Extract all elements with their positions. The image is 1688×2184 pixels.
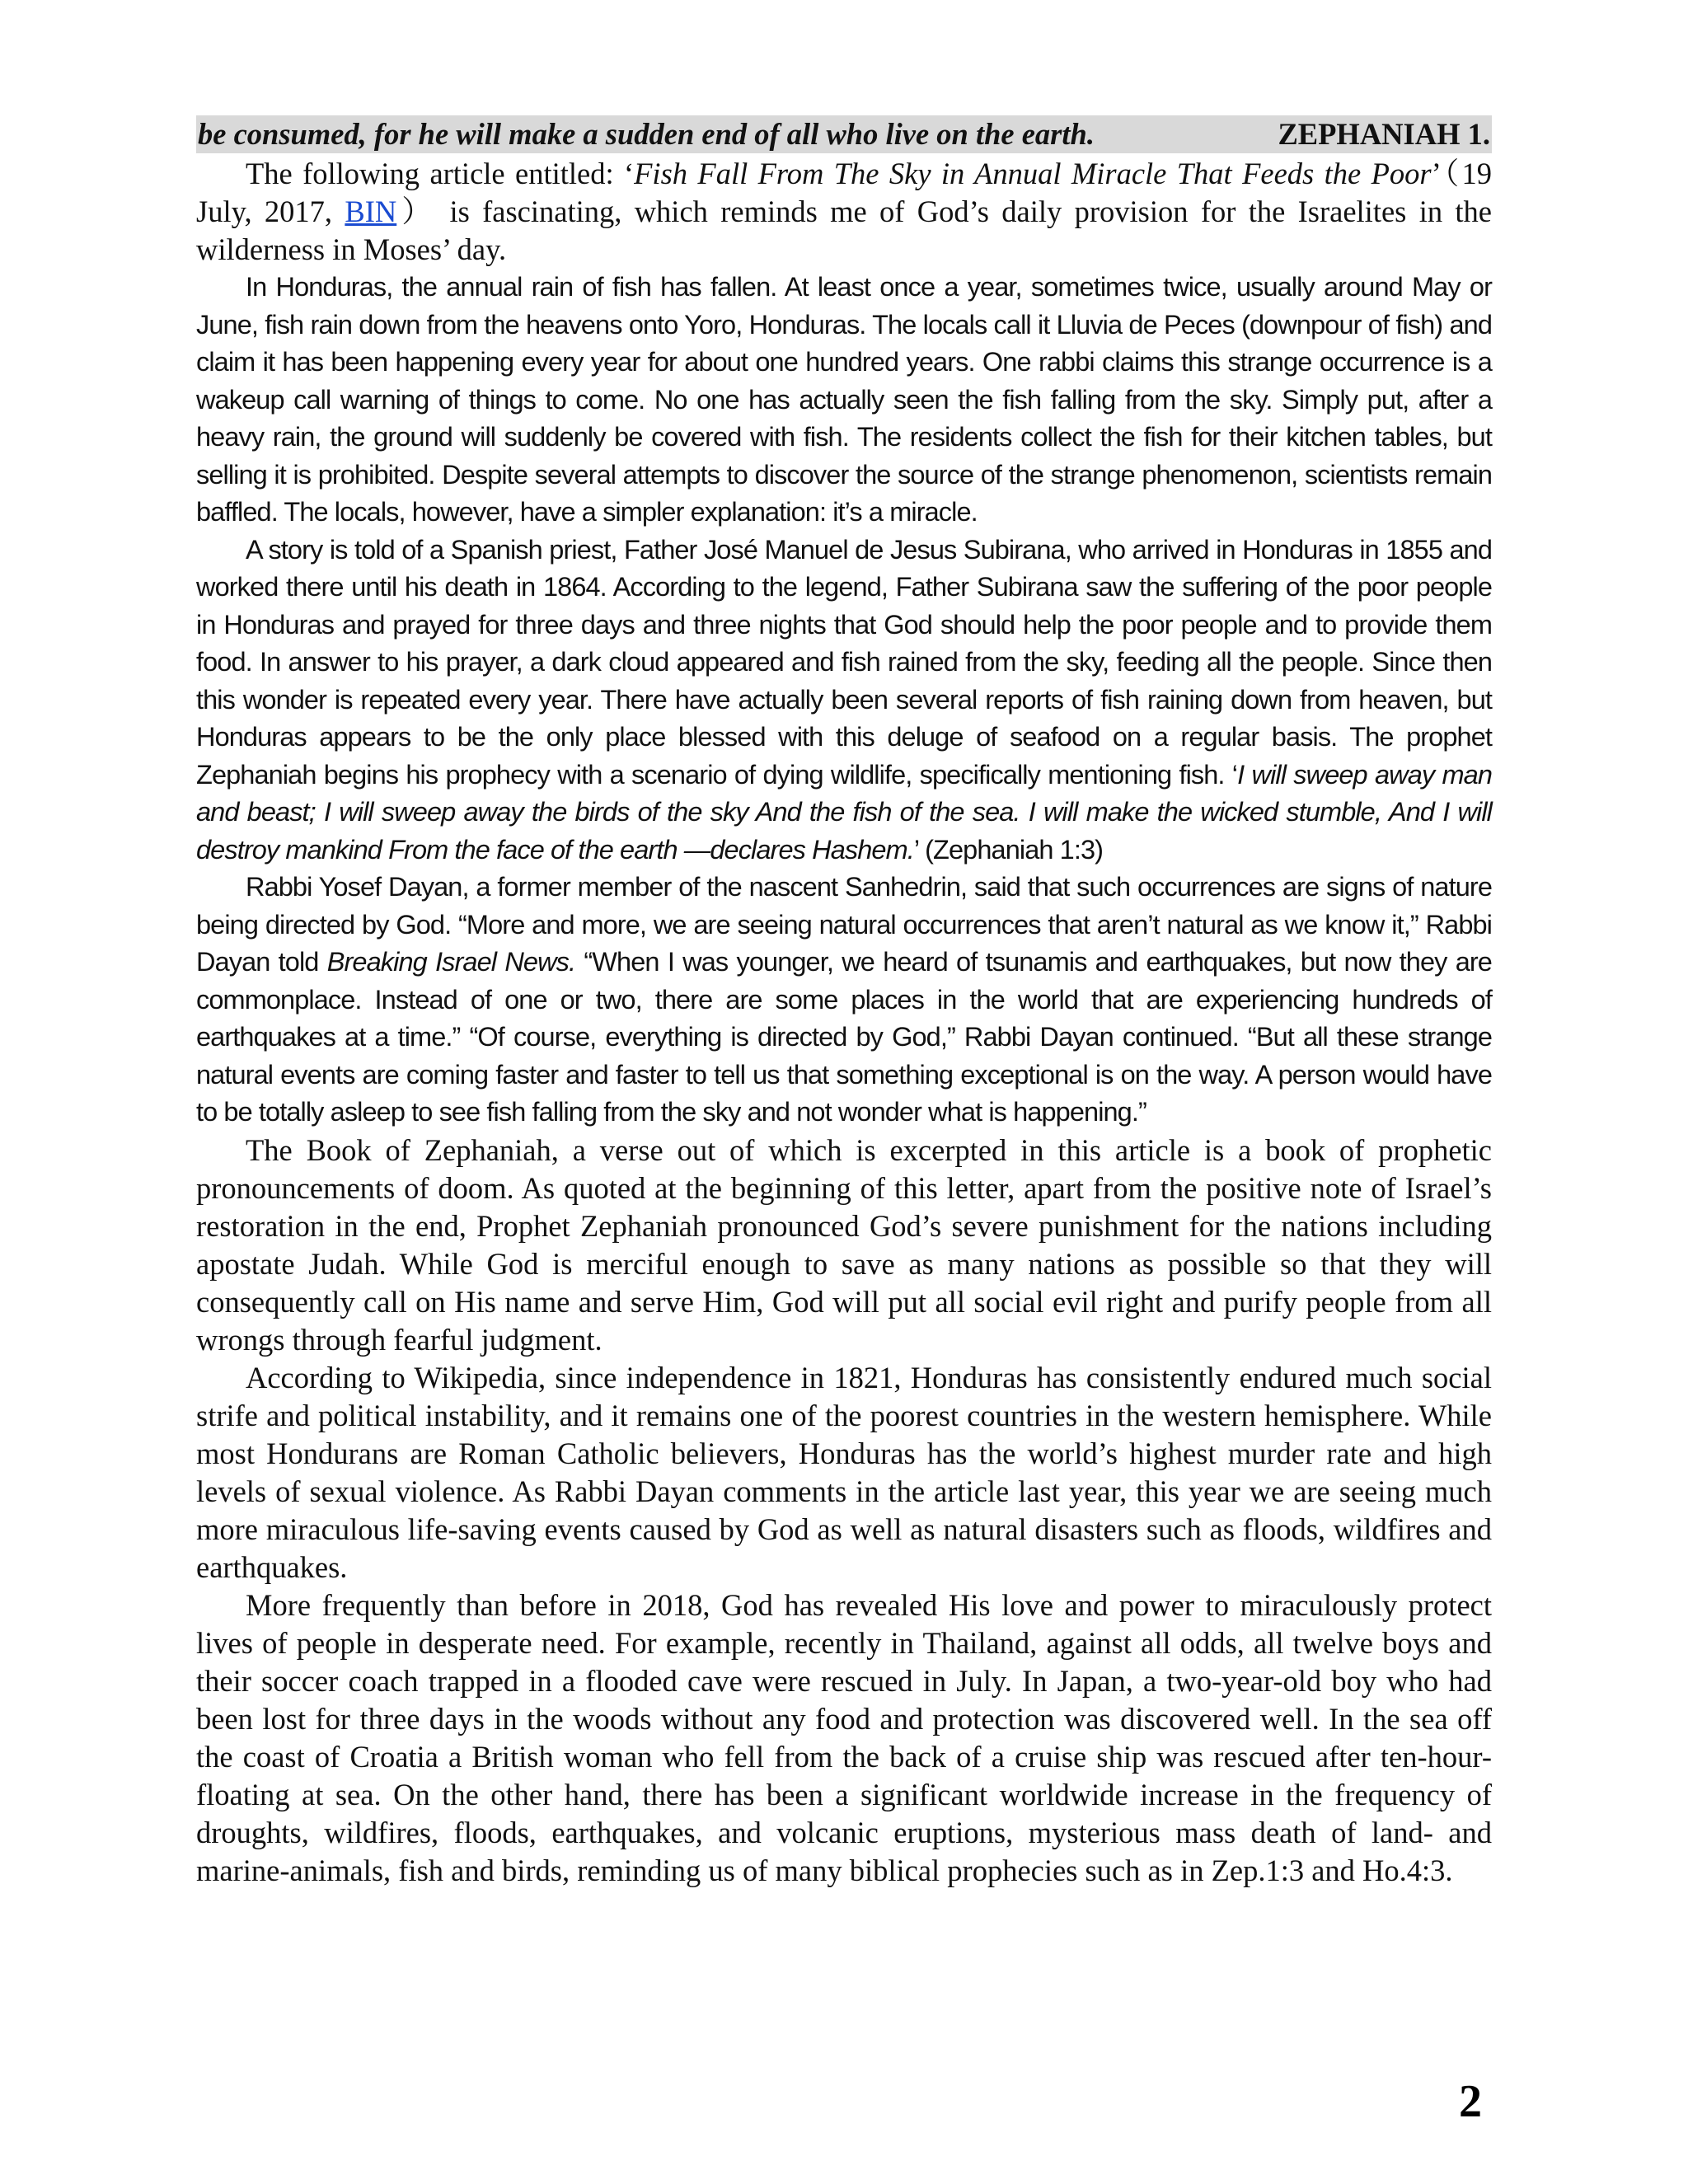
intro-lead: The following article entitled: ‘ (246, 157, 635, 190)
quote-p2-text: A story is told of a Spanish priest, Father José Manuel de Jesus Subirana, who arrived in Honduras in 1855 and worked there until his death in 1864. According to the legend, Father Subirana saw the suffering of the poor people in Honduras and prayed for three days and three nights that God should help the poor people and to provide them food. In answer to his prayer, a dark cloud appeared and fish rained from the sky, feeding all the people. Since then this wonder is repeated every year. There have actually been several reports of fish raining down from heaven, but Honduras appears to be the only place blessed with this deluge of seafood on a regular basis. The prophet Zephaniah begins his prophecy with a scenario of dying wildlife, specifically mentioning fish. ‘ (196, 534, 1492, 790)
source-name: Breaking Israel News. (326, 947, 576, 977)
verse-reference: ZEPHANIAH 1. (1278, 117, 1490, 151)
body-paragraph-2: According to Wikipedia, since independence in 1821, Honduras has consistently endured much social strife and political instability, and it remains one of the poorest countries in the western hemisphere. While most Hondurans are Roman Catholic believers, Honduras has the world’s highest murder rate and high levels of sexual violence. As Rabbi Dayan comments in the article last year, this year we are seeing much more miraculous life-saving events caused by God as well as natural disasters such as floods, wildfires and earthquakes. (196, 1360, 1492, 1584)
bin-link[interactable]: BIN (345, 194, 397, 228)
quote-paragraph-2 (196, 532, 1492, 869)
article-title: Fish Fall From The Sky in Annual Miracle That Feeds the Poor (634, 157, 1432, 190)
zephaniah-verse: I will sweep away man and beast; I will sweep away the birds of the sky And the fish of the sea. I will make the wicked stumble, And I will destroy mankind From the face of the earth —declares Hashem. (196, 759, 1493, 865)
verse-header (196, 115, 1492, 153)
body-paragraph-3: More frequently than before in 2018, God has revealed His love and power to miraculously protect lives of people in desperate need. For example, recently in Thailand, against all odds, all twelve boys and their soccer coach trapped in a flooded cave were rescued in July. In Japan, a two-year-old boy who had been lost for three days in the woods without any food and protection was discovered well. In the sea off the coast of Croatia a British woman who fell from the back of a cruise ship was rescued after ten-hour-floating at sea. On the other hand, there has been a significant worldwide increase in the frequency of droughts, wildfires, floods, earthquakes, and volcanic eruptions, mysterious mass death of land- and marine-animals, fish and birds, reminding us of many biblical prophecies such as in Zep.1:3 and Ho.4:3. (196, 1587, 1492, 1887)
document-page (196, 115, 1492, 1890)
verse-tail: be consumed, for he will make a sudden end of all who live on the earth. (198, 117, 1095, 151)
quote-paragraph-3 (196, 869, 1492, 1132)
intro-mid: ’（19 July, 2017, (196, 157, 1492, 228)
verse-citation: ’ (Zephaniah 1:3) (913, 834, 1104, 865)
page-number: 2 (1459, 2076, 1482, 2127)
body-paragraph-1: The Book of Zephaniah, a verse out of which is excerpted in this article is a book of prophetic pronouncements of doom. As quoted at the beginning of this letter, apart from the positive note of Israel’s restoration in the end, Prophet Zephaniah pronounced God’s severe punishment for the nations including apostate Judah. While God is merciful enough to save as many nations as possible so that they will consequently call on His name and serve Him, God will put all social evil right and purify people from all wrongs through fearful judgment. (196, 1132, 1492, 1357)
quote-paragraph-1: In Honduras, the annual rain of fish has fallen. At least once a year, sometimes twice, usually around May or June, fish rain down from the heavens onto Yoro, Honduras. The locals call it Lluvia de Peces (downpour of fish) and claim it has been happening every year for about one hundred years. One rabbi claims this strange occurrence is a wakeup call warning of things to come. No one has actually seen the fish falling from the sky. Simply put, after a heavy rain, the ground will suddenly be covered with fish. The residents collect the fish for their kitchen tables, but selling it is prohibited. Despite several attempts to discover the source of the strange phenomenon, scientists remain baffled. The locals, however, have a simpler explanation: it’s a miracle. (196, 272, 1492, 527)
intro-paragraph (196, 155, 1492, 269)
quote-p3-b: “When I was younger, we heard of tsunamis and earthquakes, but now they are commonplace. Instead of one or two, there are some places in the world that are experiencing hundreds of earthquakes at a time.” “Of course, everything is directed by God,” Rabbi Dayan continued. “But all these strange natural events are coming faster and faster to tell us that something exceptional is on the way. A person would have to be totally asleep to see fish falling from the sky and not wonder what is happening.” (196, 947, 1492, 1127)
intro-tail: ） is fascinating, which reminds me of God’s daily provision for the Israelites in the wilderness in Moses’ day. (196, 194, 1492, 266)
quote-p3-a: Rabbi Yosef Dayan, a former member of the nascent Sanhedrin, said that such occurrences are signs of nature being directed by God. “More and more, we are seeing natural occurrences that aren’t natural as we know it,” Rabbi Dayan told (196, 872, 1492, 977)
